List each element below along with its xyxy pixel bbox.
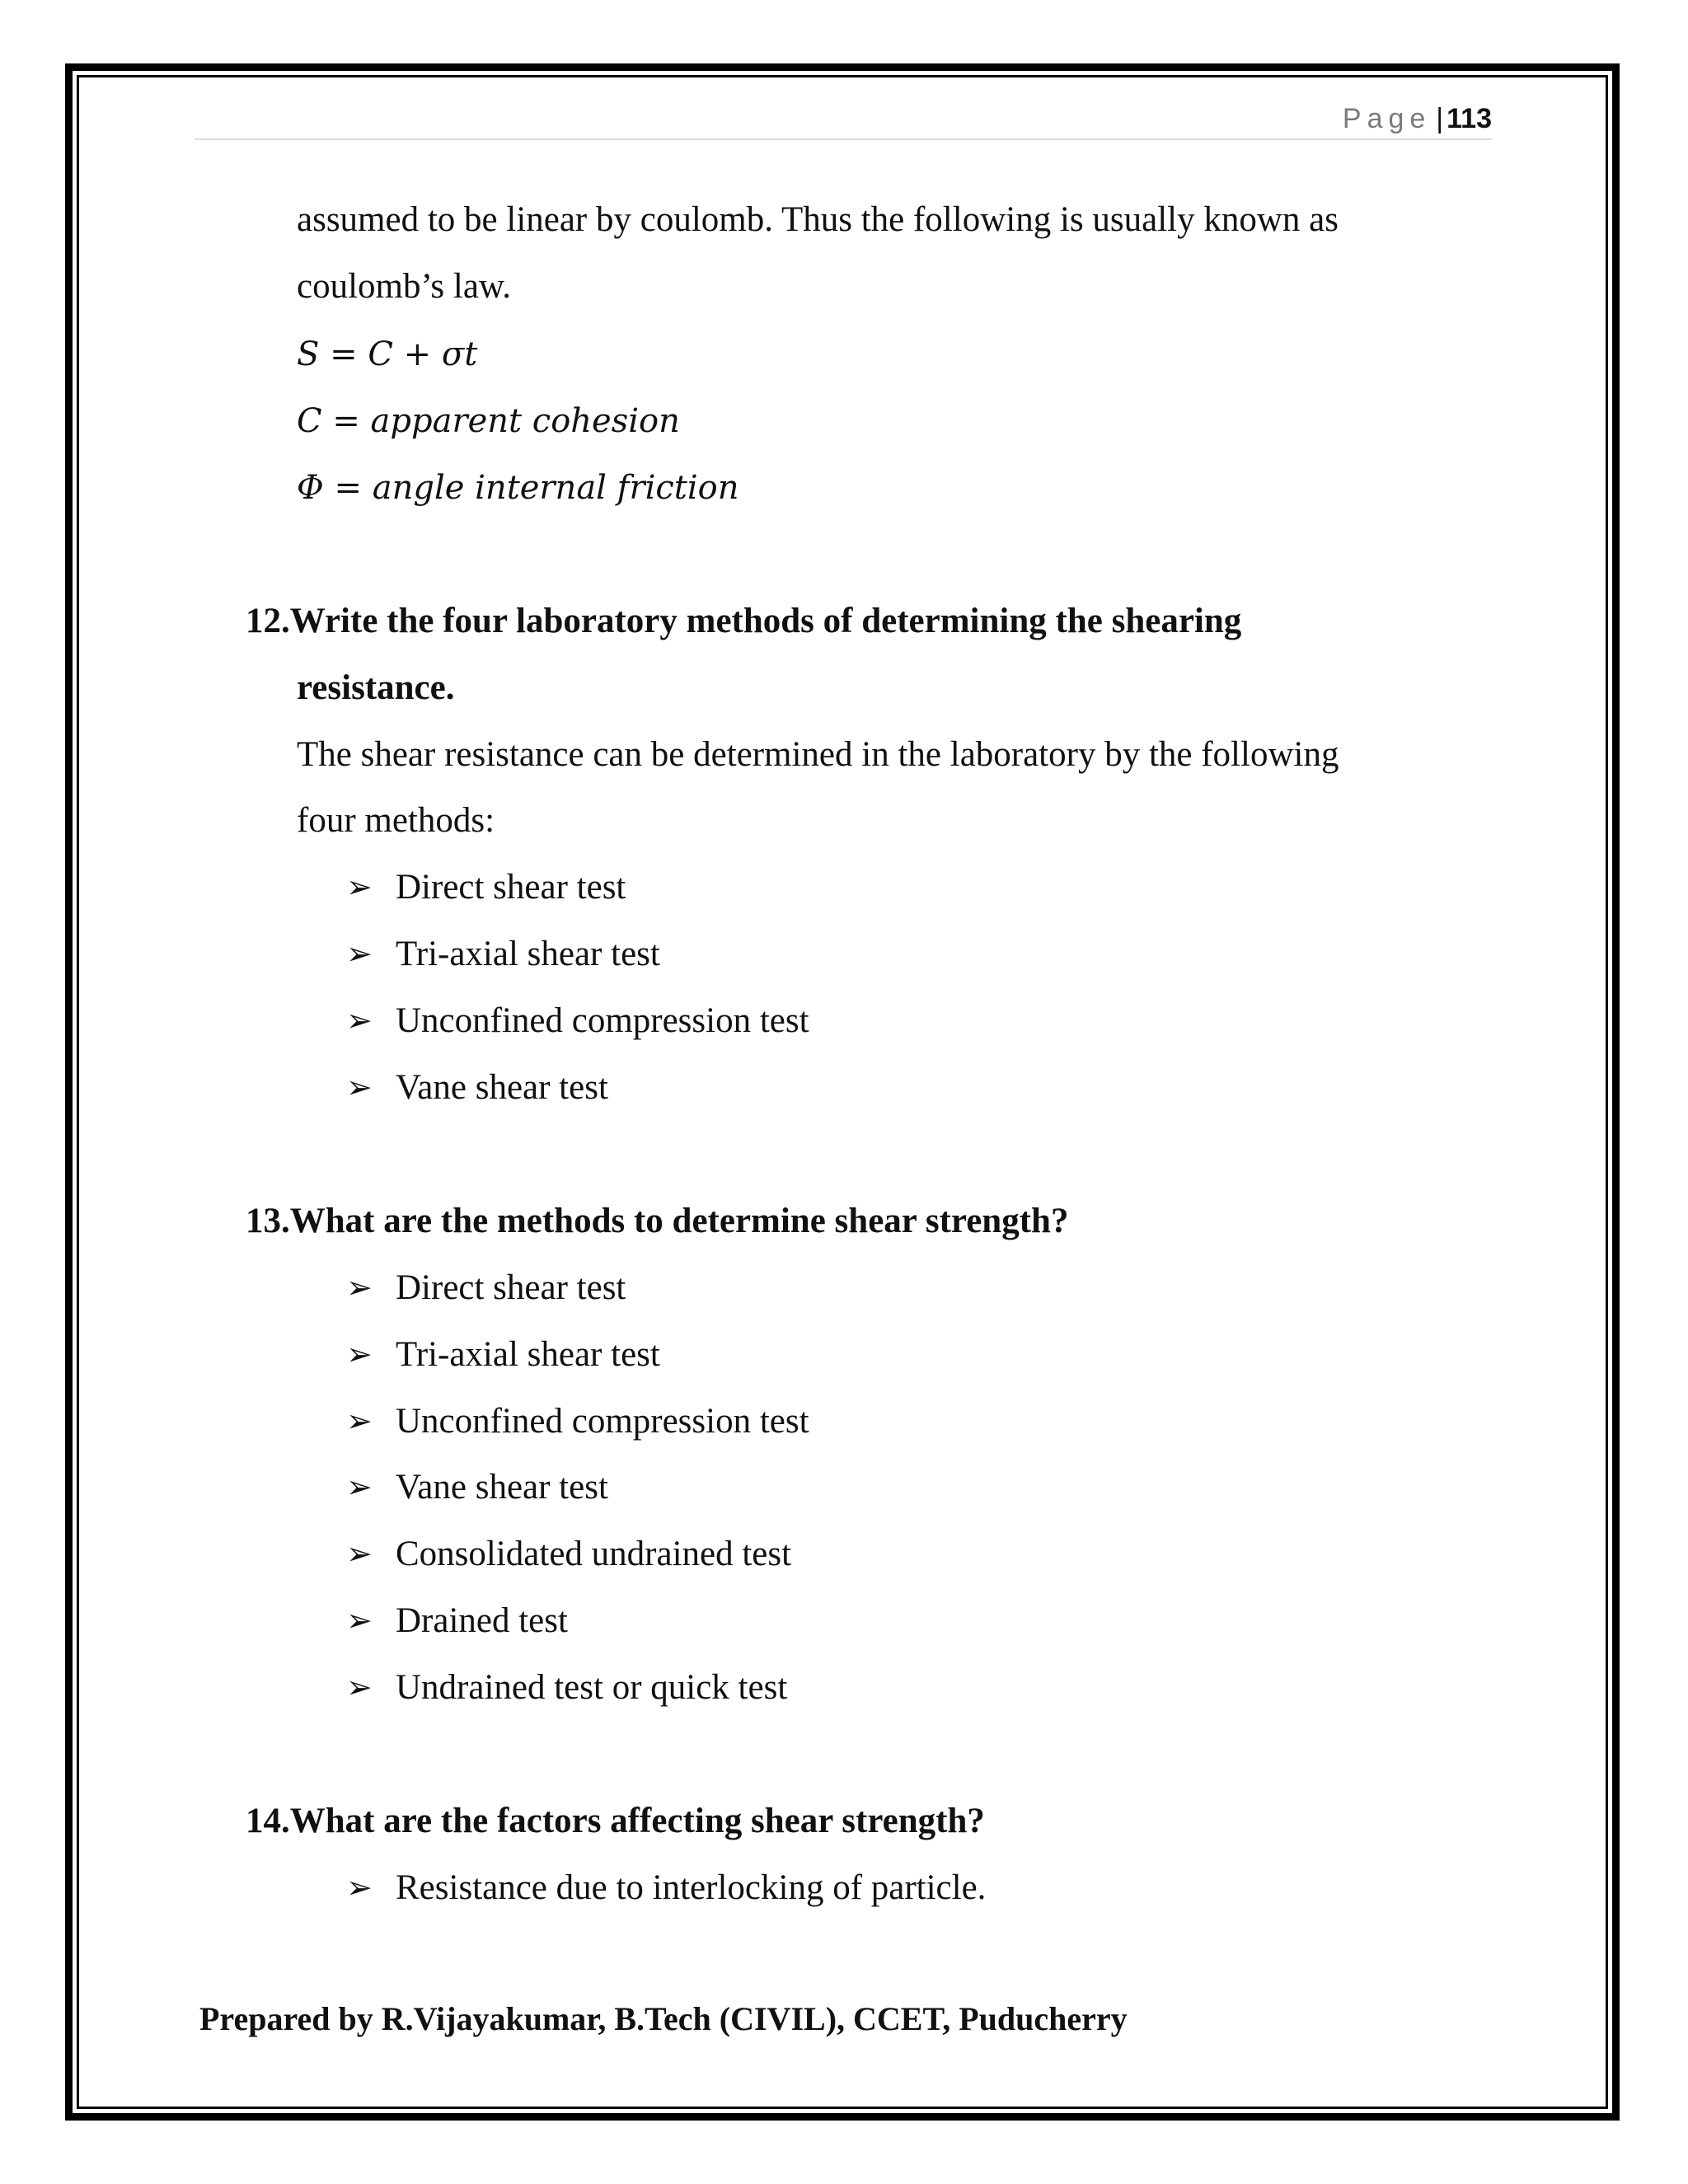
arrow-bullet-icon: ➢ <box>346 1604 373 1638</box>
page-footer: Prepared by R.Vijayakumar, B.Tech (CIVIL), CCET, Puducherry <box>199 2000 1128 2037</box>
arrow-bullet-icon: ➢ <box>346 1671 373 1705</box>
arrow-bullet-icon: ➢ <box>346 1404 373 1439</box>
page-header <box>195 97 1492 140</box>
question-title: resistance. <box>297 668 455 707</box>
question-title: 13.What are the methods to determine shear strength? <box>246 1202 1069 1240</box>
answer-paragraph: The shear resistance can be determined in the laboratory by the following <box>297 735 1339 774</box>
arrow-bullet-icon: ➢ <box>346 1271 373 1305</box>
arrow-bullet-icon: ➢ <box>346 870 373 905</box>
arrow-bullet-icon: ➢ <box>346 1871 373 1905</box>
arrow-bullet-icon: ➢ <box>346 1004 373 1038</box>
answer-paragraph: four methods: <box>297 801 495 840</box>
formula-line: C = apparent cohesion <box>297 402 680 440</box>
arrow-bullet-icon: ➢ <box>346 1071 373 1105</box>
formula-line: Φ = angle internal friction <box>297 469 739 507</box>
arrow-bullet-icon: ➢ <box>346 1470 373 1505</box>
question-title: 12.Write the four laboratory methods of determining the shearing <box>246 602 1242 640</box>
page-label: Page <box>1342 103 1432 134</box>
intro-line: coulomb’s law. <box>297 267 511 306</box>
question-title: 14.What are the factors affecting shear strength? <box>246 1802 985 1840</box>
page-number: 113 <box>1447 103 1492 134</box>
formula-line: S = C + σt <box>297 335 478 373</box>
arrow-bullet-icon: ➢ <box>346 1537 373 1572</box>
arrow-bullet-icon: ➢ <box>346 1338 373 1372</box>
intro-line: assumed to be linear by coulomb. Thus the following is usually known as <box>297 200 1339 239</box>
arrow-bullet-icon: ➢ <box>346 937 373 972</box>
page-separator: | <box>1436 103 1444 134</box>
